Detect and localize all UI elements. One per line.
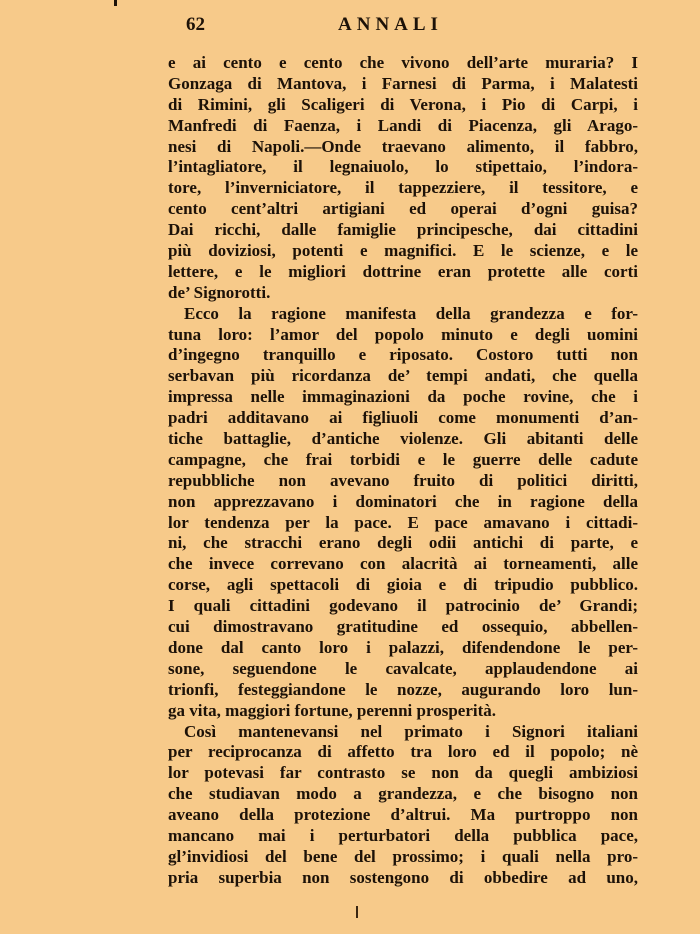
text-line: pria superbia non sostengono di obbedire ad uno, [168,867,638,887]
text-line: che invece correvano con alacrità ai torneamenti, alle [168,554,638,574]
text-line: padri additavano ai figliuoli come monumenti d’an- [168,408,638,428]
text-line: gl’invidiosi del bene del prossimo; i quali nella pro- [168,846,638,866]
ink-speck [114,0,117,6]
text-line: per reciprocanza di affetto tra loro ed il popolo; nè [168,742,638,762]
text-line: ni, che stracchi erano degli odii antichi di parte, e [168,533,638,553]
text-line: Dai ricchi, dalle famiglie principesche, dai cittadini [168,220,638,240]
text-line: lettere, e le migliori dottrine eran protette alle corti [168,261,638,281]
running-head [168,12,638,40]
text-line: I quali cittadini godevano il patrocinio de’ Grandi; [168,596,638,616]
text-line: e ai cento e cento che vivono dell’arte muraria? I [168,53,638,72]
text-line: non apprezzavano i dominatori che in ragione della [168,491,638,511]
text-line: campagne, che frai torbidi e le guerre delle cadute [168,449,638,469]
text-line: nesi di Napoli.—Onde traevano alimento, il fabbro, [168,136,638,156]
text-line: lor potevasi far contrasto se non da quegli ambiziosi [168,763,638,783]
page-number: 62 [186,14,205,35]
text-line: de’ Signorotti. [168,282,271,302]
text-line: Gonzaga di Mantova, i Farnesi di Parma, i Malatesti [168,73,638,93]
text-line: Così mantenevansi nel primato i Signori italiani [184,721,638,741]
text-line: cento cent’altri artigiani ed operai d’ogni guisa? [168,199,638,219]
text-line: di Rimini, gli Scaligeri di Verona, i Pio di Carpi, i [168,94,638,114]
text-line: cui dimostravano gratitudine ed ossequio, abbellen- [168,617,638,637]
text-line: tuna loro: l’amor del popolo minuto e degli uomini [168,324,638,344]
body-text [168,53,638,889]
text-line: ga vita, maggiori fortune, perenni prosperità. [168,700,497,720]
text-line: trionfi, festeggiandone le nozze, augurando loro lun- [168,679,638,699]
text-line: tiche battaglie, d’antiche violenze. Gli abitanti delle [168,429,638,449]
text-line: l’intagliatore, il legnaiuolo, lo stipettaio, l’indora- [168,157,638,177]
text-line: Manfredi di Faenza, i Landi di Piacenza, gli Arago- [168,115,638,135]
text-line: repubbliche non avevano fruito di politici diritti, [168,470,638,490]
ink-speck [356,906,358,918]
text-line: impressa nelle immaginazioni da poche rovine, che i [168,387,638,407]
text-line: tore, l’inverniciatore, il tappezziere, il tessitore, e [168,178,638,198]
text-line: che studiavan modo a grandezza, e che bisogno non [168,784,638,804]
text-line: d’ingegno tranquillo e riposato. Costoro tutti non [168,345,638,365]
text-line: aveano della protezione d’altrui. Ma purtroppo non [168,805,638,825]
text-line: corse, agli spettacoli di gioia e di tripudio pubblico. [168,575,638,595]
text-line: lor tendenza per la pace. E pace amavano i cittadi- [168,512,638,532]
text-line: sone, seguendone le cavalcate, applaudendone ai [168,658,638,678]
text-line: Ecco la ragione manifesta della grandezza e for- [184,303,638,323]
running-title: ANNALI [338,14,443,35]
text-line: done dal canto loro i palazzi, difendendone le per- [168,637,638,657]
text-line: mancano mai i perturbatori della pubblica pace, [168,825,638,845]
text-line: serbavan più ricordanza de’ tempi andati, che quella [168,366,638,386]
text-line: più doviziosi, potenti e magnifici. E le scienze, e le [168,241,638,261]
